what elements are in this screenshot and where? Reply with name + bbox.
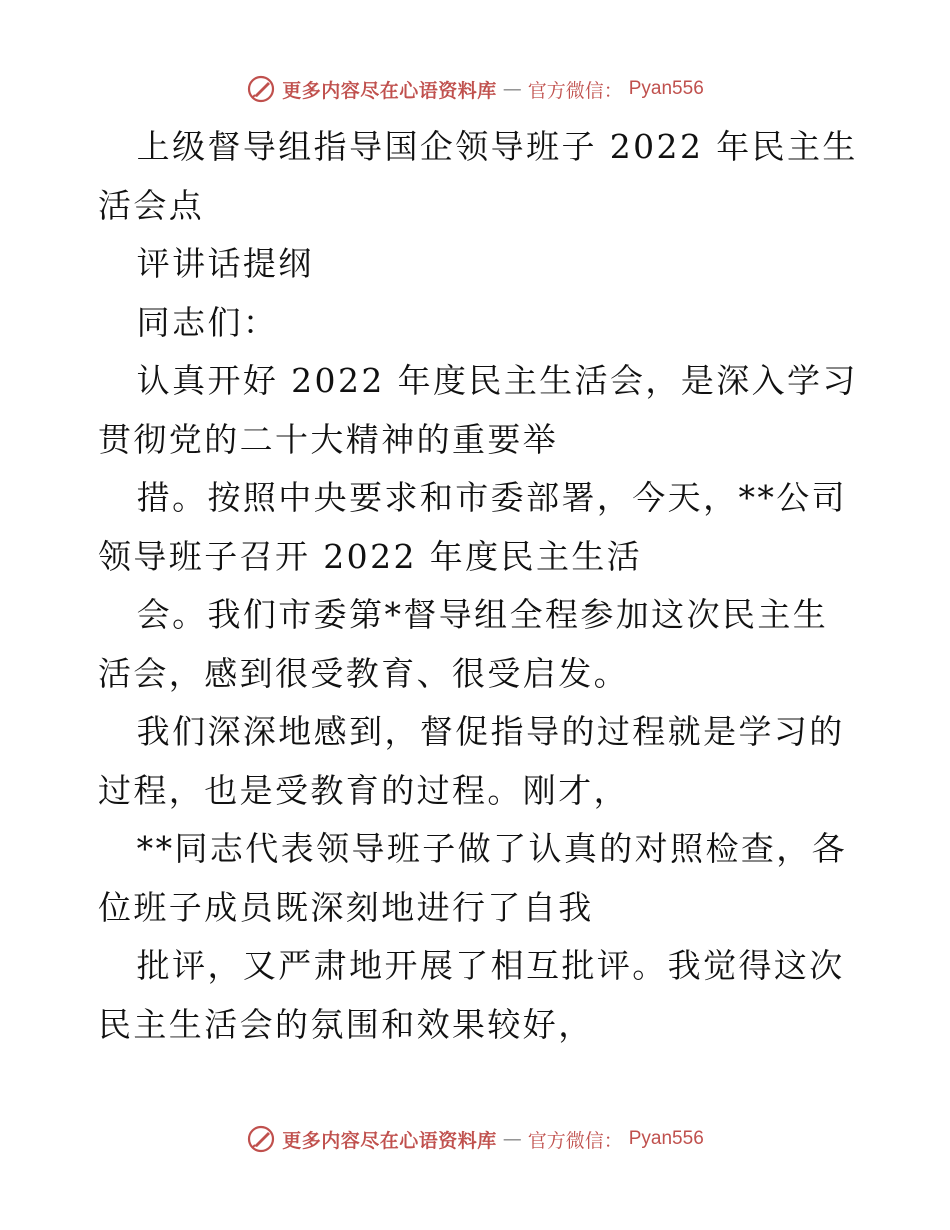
body-paragraph: 会。我们市委第*督导组全程参加这次民主生活会，感到很受教育、很受启发。 <box>98 595 829 693</box>
watermark-separator: — <box>502 1128 522 1150</box>
watermark-contact-id: Pyan556 <box>628 78 704 99</box>
body-paragraph: 措。按照中央要求和市委部署，今天，**公司领导班子召开 2022 年度民主生活 <box>98 478 848 576</box>
quill-pen-logo-icon <box>246 1124 276 1154</box>
watermark-contact-label: 官方微信： <box>527 80 623 102</box>
body-paragraph: 批评，又严肃地开展了相互批评。我觉得这次民主生活会的氛围和效果较好， <box>98 946 845 1044</box>
watermark-separator: — <box>502 78 522 100</box>
body-paragraph: 认真开好 2022 年度民主生活会，是深入学习贯彻党的二十大精神的重要举 <box>98 361 858 459</box>
body-paragraph: **同志代表领导班子做了认真的对照检查，各位班子成员既深刻地进行了自我 <box>98 829 848 927</box>
document-body <box>98 118 858 1054</box>
title-paragraph-continued: 评讲话提纲 <box>98 244 314 283</box>
body-paragraph: 我们深深地感到，督促指导的过程就是学习的过程，也是受教育的过程。刚才， <box>98 712 845 810</box>
watermark-brand-text: 更多内容尽在心语资料库 <box>282 79 497 102</box>
footer-watermark <box>0 1124 950 1154</box>
title-paragraph: 上级督导组指导国企领导班子 2022 年民主生活会点 <box>98 127 858 225</box>
header-watermark <box>0 74 950 104</box>
watermark-contact-id: Pyan556 <box>628 1128 704 1149</box>
quill-pen-logo-icon <box>246 74 276 104</box>
watermark-contact-label: 官方微信： <box>527 1130 623 1152</box>
salutation-paragraph: 同志们： <box>98 302 279 342</box>
watermark-brand-text: 更多内容尽在心语资料库 <box>282 1129 497 1152</box>
